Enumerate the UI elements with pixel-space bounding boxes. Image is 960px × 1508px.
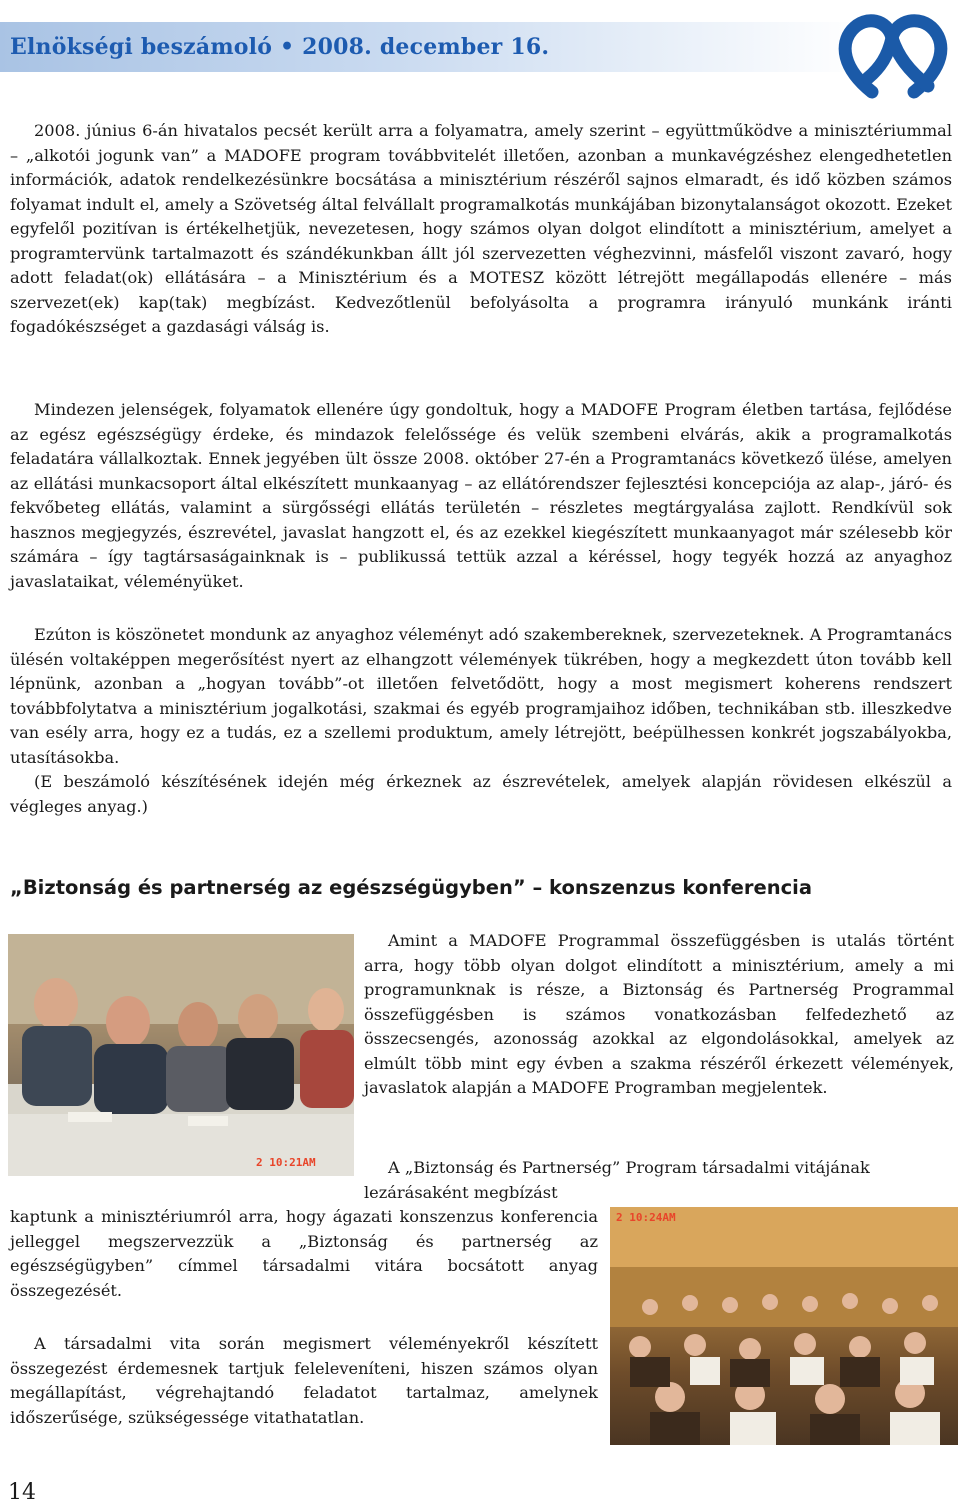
paragraph-text: 2008. június 6-án hivatalos pecsét került arra a folyamatra, amely szerint – együttműködve a minisztériummal – „alkotói jogunk van” a MADOFE program továbbvitelét illetően, azonban a munkavégzéshez elengedhetetlen információk, adatok rendelkezésünkre bocsátása a minisztérium részéről sajnos elmaradt, és idő közben számos folyamat indult el, amely a Szövetség által felvállalt programalkotás munkájában bizonytalanságot okozott. Ezeket egyfelől pozitívan is értékelhetjük, nevezetesen, hogy számos olyan dolgot elindított a minisztérium, amelyet a programtervünk tartalmazott és szándékunkban állt jól szervezetten véghezvinni, másfelől viszont zavaró, hogy adott feladat(ok) ellátására – a Minisztérium és a MOTESZ között létrejött megállapodás ellenére – más szervezet(ek) kap(tak) megbízást. Kedvezőtlenül befolyásolta a programra irányuló munkánk iránti fogadókészséget a gazdasági válság is. (10, 121, 952, 336)
conference-panel-photo (8, 934, 354, 1176)
page-header-title: Elnökségi beszámoló • 2008. december 16. (10, 34, 550, 60)
photo-illustration (8, 934, 354, 1176)
organization-logo (832, 6, 954, 104)
paragraph-text: A „Biztonság és Partnerség” Program társadalmi vitájának lezárásaként megbízást (364, 1158, 870, 1202)
paragraph-text: A társadalmi vita során megismert véleményekről készített összegezést érdemesnek tartjuk feleleveníteni, hiszen számos olyan megállapítást, végrehajtandó feladatot tartalmaz, amelynek időszerűsége, szükségessége vitathatatlan. (10, 1334, 598, 1427)
madofe-paragraph (10, 398, 952, 594)
thanks-paragraph (10, 623, 952, 819)
paragraph-text: Ezúton is köszönetet mondunk az anyaghoz véleményt adó szakembereknek, szervezeteknek. A Programtanács ülésén voltaképpen megerősítést nyert az elhangzott vélemények tükrében, hogy a megkezdett úton tovább kell lépnünk, azonban a „hogyan tovább”-ot illetően felvetődött, hogy a most megismert koherens rendszert továbbfolytatva a minisztérium jogalkotási, szakmai és egyéb programjaihoz időben, technikában stb. illeszkedve van esély arra, hogy ez a tudás, ez a szellemi produktum, amely létrejött, beépülhessen konkrét jogszabályokba, utasításokba. (10, 625, 952, 767)
photo-timestamp: 2 10:21AM (256, 1156, 316, 1169)
photo-timestamp: 2 10:24AM (616, 1211, 676, 1224)
paragraph-note: (E beszámoló készítésének idején még érkeznek az észrevételek, amelyek alapján rövidesen elkészül a végleges anyag.) (10, 772, 952, 816)
paragraph-text: Mindezen jelenségek, folyamatok ellenére úgy gondoltuk, hogy a MADOFE Program életben tartása, fejlődése az egész egészségügy érdeke, és mindazok felelőssége és velük szembeni elvárás, akik a programalkotás feladatára vállalkoztak. Ennek jegyében ült össze 2008. október 27-én a Programtanács következő ülése, amelyen az ellátási munkacsoport által elkészített munkaanyag – az ellátórendszer fejlesztési koncepciója az alap-, járó- és fekvőbeteg ellátás, valamint a sürgősségi ellátás területén – részletes megtárgyalása zajlott. Rendkívül sok hasznos megjegyzés, észrevétel, javaslat hangzott el, és az ezekkel kiegészített munkaanyagot már szélesebb kör számára – így tagtársaságainknak is – publikussá tettük azzal a kéréssel, hogy tegyék hozzá az anyaghoz javaslataikat, véleményüket. (10, 400, 952, 591)
page-number: 14 (8, 1480, 36, 1505)
mandate-paragraph-start (364, 1156, 954, 1205)
conference-audience-photo (610, 1207, 958, 1445)
paragraph-text: kaptunk a minisztériumról arra, hogy ágazati konszenzus konferencia jelleggel megszervezzük a „Biztonság és partnerség az egészségügyben” címmel társadalmi vitára bocsátott anyag összegezését. (10, 1207, 598, 1300)
conference-intro-paragraph (364, 929, 954, 1101)
summary-paragraph (10, 1332, 598, 1430)
section-heading: „Biztonság és partnerség az egészségügyben” – konszenzus konferencia (10, 876, 812, 899)
mandate-paragraph-continued (10, 1205, 598, 1303)
intro-paragraph (10, 119, 952, 340)
paragraph-text: Amint a MADOFE Programmal összefüggésben is utalás történt arra, hogy több olyan dolgot elindított a minisztérium, amely a mi programunknak is része, a Biztonság és Partnerség Programmal összefüggésben is számos vonatkozásban felfedezhető az összecsengés, azonosság azokkal az elgondolásokkal, amelyek az elmúlt több mint egy évben a szakma részéről érkezett vélemények, javaslatok alapján a MADOFE Programban megjelentek. (364, 931, 954, 1097)
photo-illustration (610, 1207, 958, 1445)
